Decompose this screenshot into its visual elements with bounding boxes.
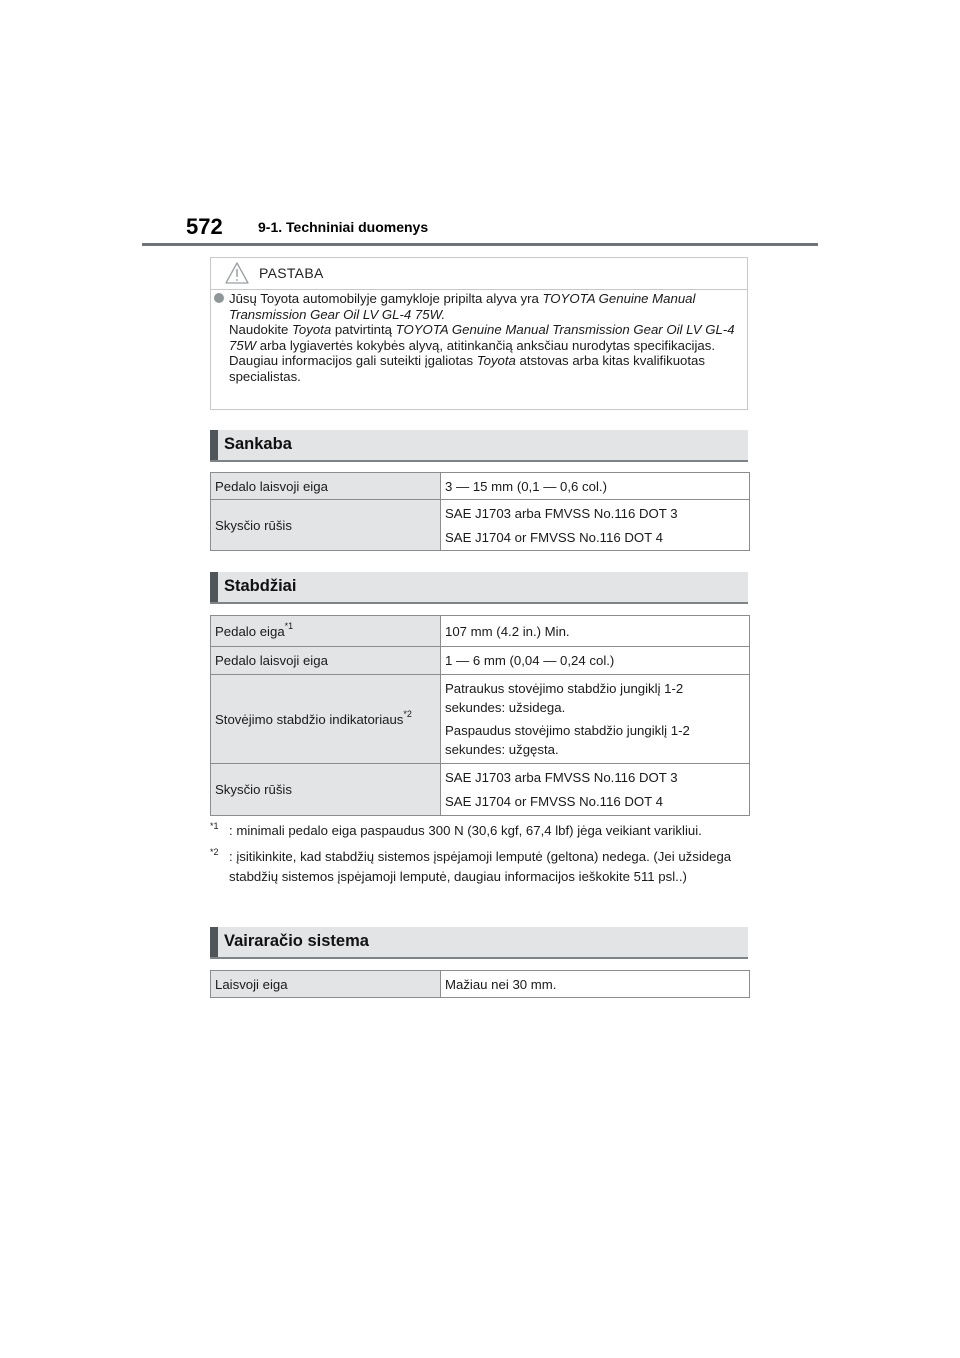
table-row [211, 500, 750, 551]
band-accent [210, 927, 218, 957]
footnotes [210, 821, 770, 893]
brakes-table [210, 615, 750, 816]
notice-text [229, 291, 741, 384]
notice-paragraph-1: Jūsų Toyota automobilyje gamykloje pripilta alyva yra TOYOTA Genuine Manual Transmission Gear Oil LV GL-4 75W. [229, 291, 696, 322]
table-value: Mažiau nei 30 mm. [441, 971, 750, 998]
notice-box [210, 257, 748, 410]
footnote-text: : įsitikinkite, kad stabdžių sistemos įspėjamoji lemputė (geltona) nedega. (Jei užsidega stabdžių sistemos įspėjamoji lemputė, daugiau informacijos ieškokite 511 psl..) [229, 849, 732, 884]
table-label: Skysčio rūšis [211, 500, 441, 551]
table-row [211, 971, 750, 998]
table-label: Stovėjimo stabdžio indikatoriaus$^{*2}$ [211, 675, 441, 764]
warning-triangle-icon [225, 262, 249, 284]
band-accent [210, 430, 218, 460]
table-value: SAE J1703 arba FMVSS No.116 DOT 3 SAE J1704 or FMVSS No.116 DOT 4 [441, 500, 750, 551]
bullet-icon [214, 293, 224, 303]
table-label: Pedalo laisvoji eiga [211, 647, 441, 675]
table-label: Pedalo laisvoji eiga [211, 473, 441, 500]
table-row [211, 473, 750, 500]
section-title-clutch: Sankaba [224, 435, 292, 453]
header-rule [142, 243, 818, 246]
notice-paragraph-2: Naudokite Toyota patvirtintą TOYOTA Genuine Manual Transmission Gear Oil LV GL-4 75W arba lygiavertės kokybės alyvą, atitinkančią anksčiau nurodytas specifikacijas. [229, 322, 735, 353]
notice-paragraph-3: Daugiau informacijos gali suteikti įgaliotas Toyota atstovas arba kitas kvalifikuotas specialistas. [229, 353, 705, 384]
table-row [211, 675, 750, 764]
footnote-text: : minimali pedalo eiga paspaudus 300 N (30,6 kgf, 67,4 lbf) jėga veikiant varikliui. [229, 823, 702, 838]
section-band-steering [210, 927, 748, 959]
footnote-1 [210, 821, 770, 841]
footnote-2 [210, 847, 770, 887]
table-value: 3 — 15 mm (0,1 — 0,6 col.) [441, 473, 750, 500]
table-label: Laisvoji eiga [211, 971, 441, 998]
clutch-table [210, 472, 750, 551]
table-row [211, 764, 750, 816]
section-band-clutch [210, 430, 748, 462]
band-accent [210, 572, 218, 602]
section-title-steering: Vairaračio sistema [224, 932, 369, 950]
table-row [211, 616, 750, 647]
notice-head [211, 258, 747, 290]
page-number: 572 [186, 214, 223, 239]
table-value: 1 — 6 mm (0,04 — 0,24 col.) [441, 647, 750, 675]
footnote-mark: *2 [210, 847, 219, 857]
footnote-mark: *1 [210, 821, 219, 831]
section-header: 9-1. Techniniai duomenys [258, 219, 429, 235]
notice-title: PASTABA [259, 265, 324, 281]
section-title-brakes: Stabdžiai [224, 577, 297, 595]
table-row [211, 647, 750, 675]
table-label: Pedalo eiga$^{*1}$ [211, 616, 441, 647]
section-band-brakes [210, 572, 748, 604]
table-value: Patraukus stovėjimo stabdžio jungiklį 1-2 sekundes: užsidega. Paspaudus stovėjimo stabdžio jungiklį 1-2 sekundes: užgęsta. [441, 675, 750, 764]
table-label: Skysčio rūšis [211, 764, 441, 816]
table-value: 107 mm (4.2 in.) Min. [441, 616, 750, 647]
steering-table [210, 970, 750, 998]
table-value: SAE J1703 arba FMVSS No.116 DOT 3 SAE J1704 or FMVSS No.116 DOT 4 [441, 764, 750, 816]
